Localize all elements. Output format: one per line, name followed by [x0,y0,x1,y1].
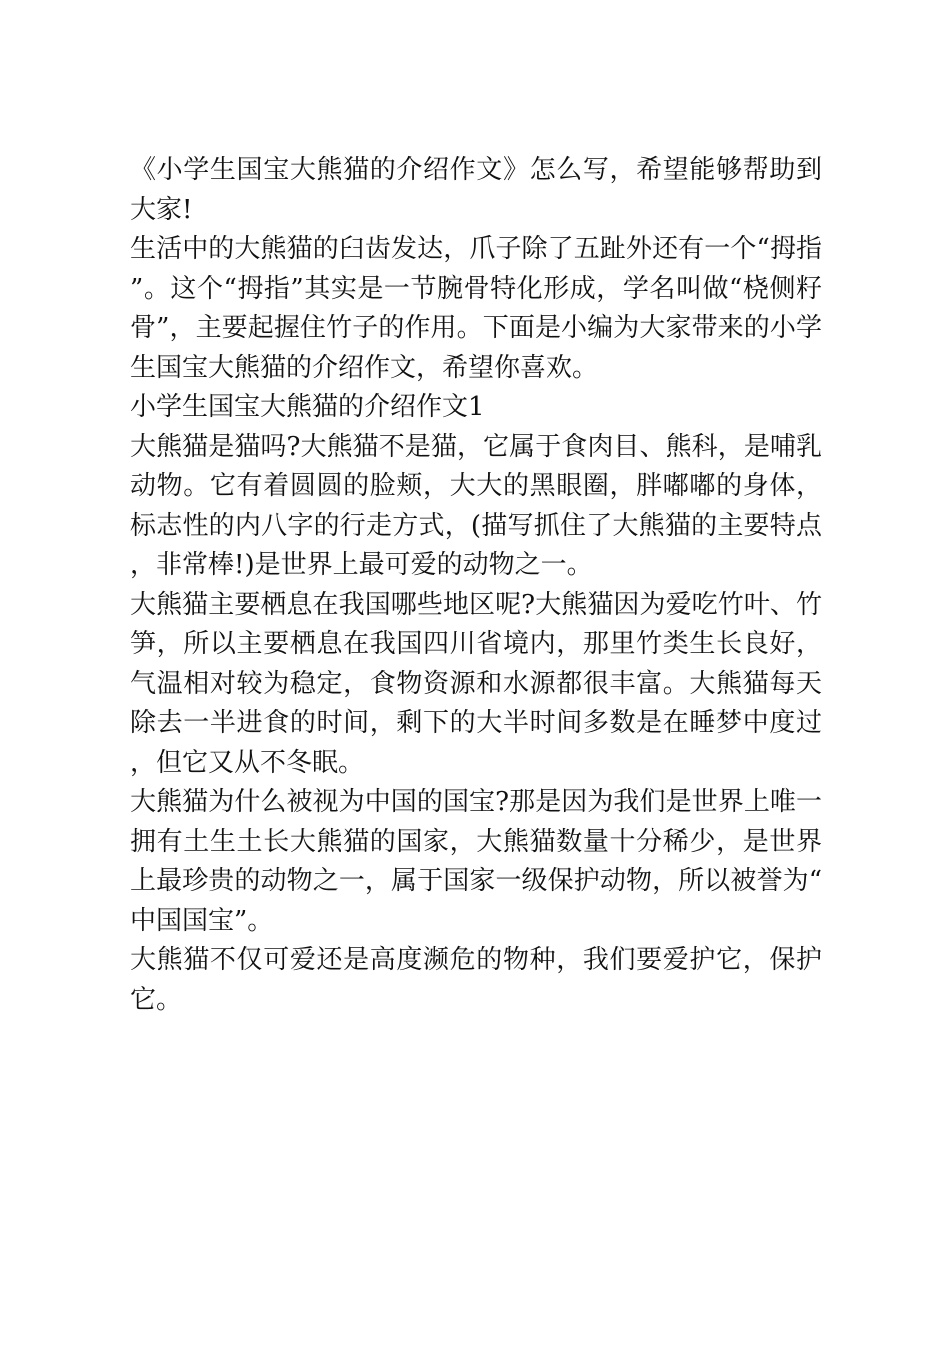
intro-paragraph: 《小学生国宝大熊猫的介绍作文》怎么写，希望能够帮助到大家! [130,155,822,225]
document-body [130,151,822,1020]
essay-paragraph-3: 大熊猫为什么被视为中国的国宝?那是因为我们是世界上唯一拥有土生土长大熊猫的国家，大熊猫数量十分稀少，是世界上最珍贵的动物之一，属于国家一级保护动物，所以被誉为“中国国宝”。 [130,787,822,936]
essay-paragraph-4: 大熊猫不仅可爱还是高度濒危的物种，我们要爱护它，保护它。 [130,945,822,1015]
essay-heading: 小学生国宝大熊猫的介绍作文1 [130,392,485,422]
essay-paragraph-2: 大熊猫主要栖息在我国哪些地区呢?大熊猫因为爱吃竹叶、竹笋，所以主要栖息在我国四川省境内，那里竹类生长良好，气温相对较为稳定，食物资源和水源都很丰富。大熊猫每天除去一半进食的时间，剩下的大半时间多数是在睡梦中度过，但它又从不冬眠。 [130,589,822,778]
background-paragraph: 生活中的大熊猫的臼齿发达，爪子除了五趾外还有一个“拇指”。这个“拇指”其实是一节腕骨特化形成，学名叫做“桡侧籽骨”，主要起握住竹子的作用。下面是小编为大家带来的小学生国宝大熊猫的介绍作文，希望你喜欢。 [130,234,822,383]
essay-paragraph-1: 大熊猫是猫吗?大熊猫不是猫，它属于食肉目、熊科，是哺乳动物。它有着圆圆的脸颊，大大的黑眼圈，胖嘟嘟的身体，标志性的内八字的行走方式，(描写抓住了大熊猫的主要特点，非常棒!)是世界上最可爱的动物之一。 [130,431,822,580]
